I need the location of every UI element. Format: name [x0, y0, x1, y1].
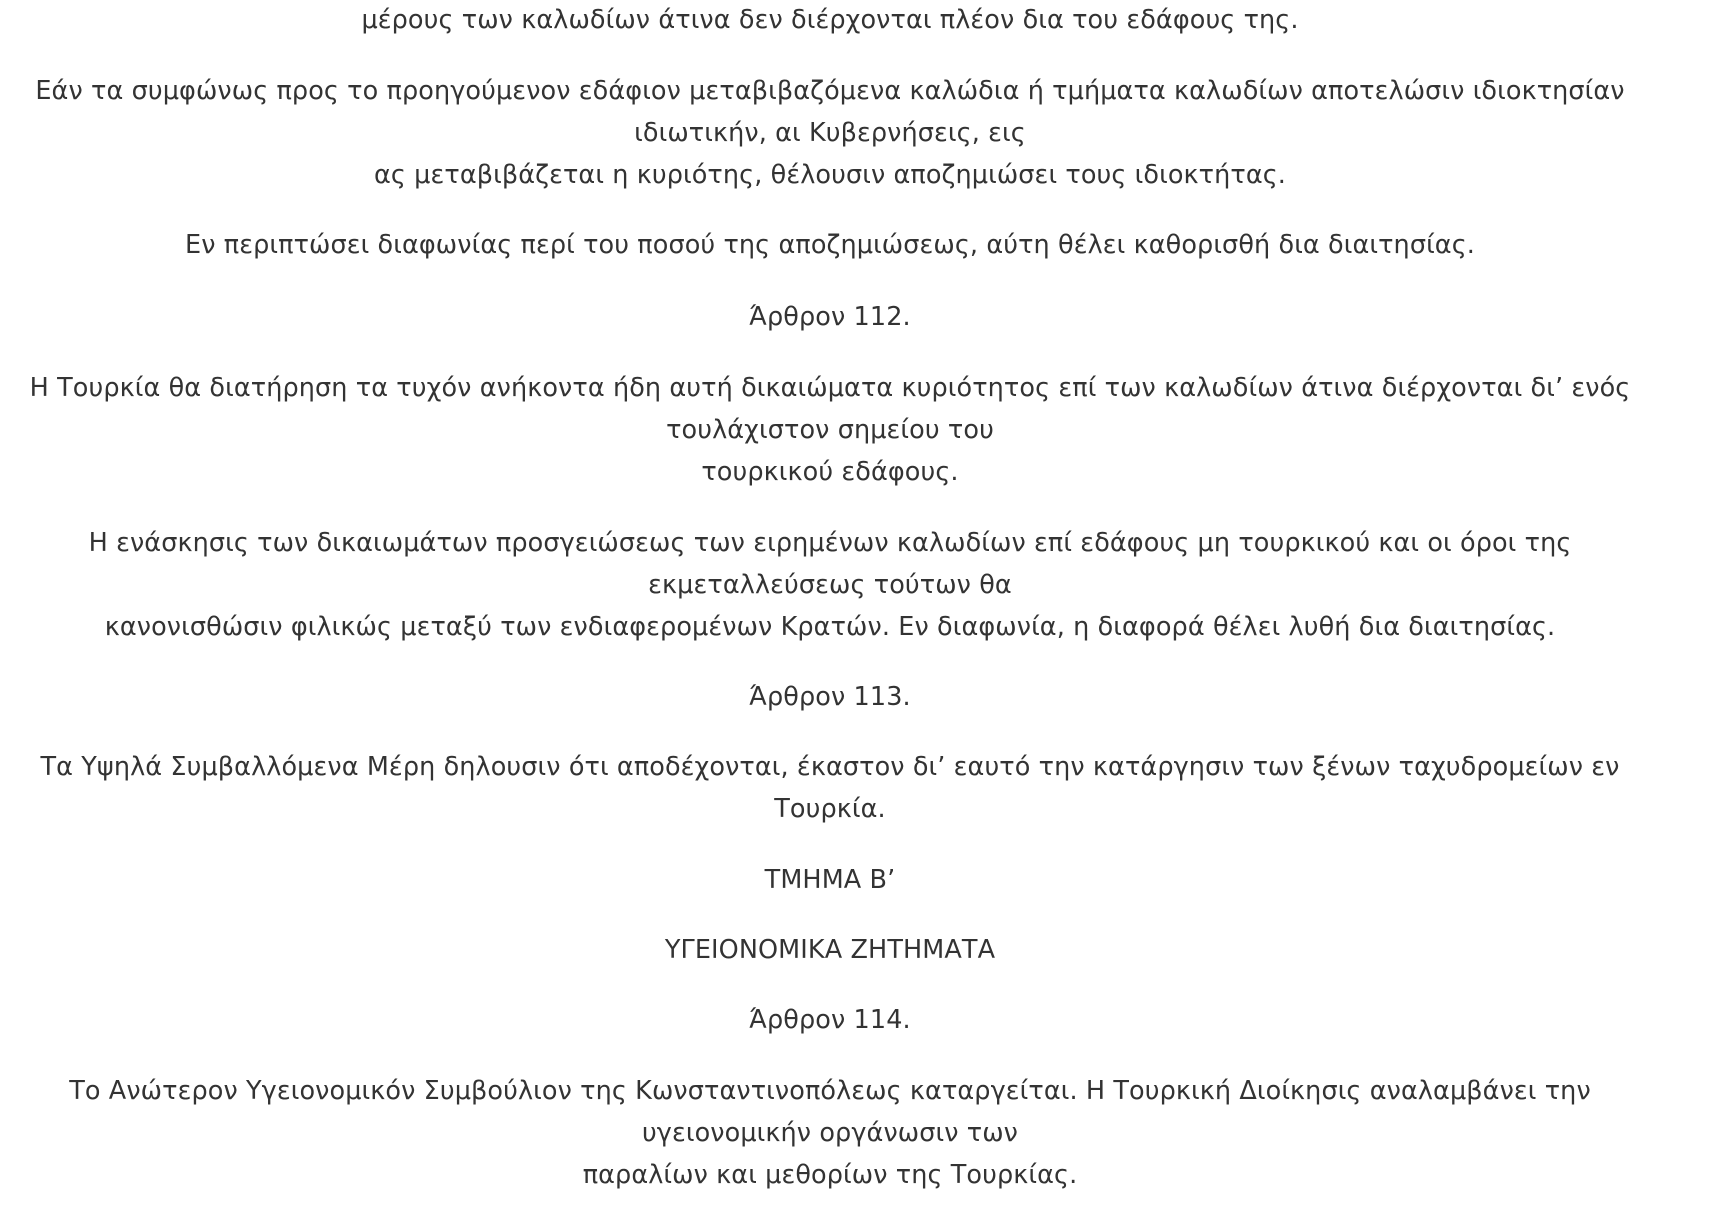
text-line: Άρθρον 113.	[749, 682, 911, 712]
section-subheading	[0, 929, 1660, 971]
text-line: Εάν τα συμφώνως προς το προηγούμενον εδάφιον μεταβιβαζόμενα καλώδια ή τμήματα καλωδίων αποτελώσιν ιδιοκτησίαν	[35, 76, 1625, 106]
text-line: Τα Υψηλά Συμβαλλόμενα Μέρη δηλουσιν ότι αποδέχονται, έκαστον δι’ εαυτό την κατάργησιν των ξένων ταχυδρομείων εν	[40, 752, 1620, 782]
text-line: ιδιωτικήν, αι Κυβερνήσεις, εις	[634, 118, 1026, 148]
paragraph-turkey-rights	[0, 367, 1660, 493]
text-line: Άρθρον 114.	[749, 1005, 911, 1035]
paragraph-cables-fragment	[0, 0, 1660, 41]
text-line: Τουρκία.	[774, 794, 886, 824]
text-line: Άρθρον 112.	[749, 302, 911, 332]
text-line: ας μεταβιβάζεται η κυριότης, θέλουσιν αποζημιώσει τους ιδιοκτήτας.	[373, 160, 1286, 190]
text-line: μέρους των καλωδίων άτινα δεν διέρχονται πλέον δια του εδάφους της.	[361, 5, 1299, 35]
text-line: ΥΓΕΙΟΝΟΜΙΚΑ ΖΗΤΗΜΑΤΑ	[664, 935, 996, 965]
paragraph-sanitary-council	[0, 1070, 1660, 1196]
text-line: Η ενάσκησις των δικαιωμάτων προσγειώσεως των ειρημένων καλωδίων επί εδάφους μη τουρκικού και οι όροι της	[88, 528, 1572, 558]
text-line: ΤΜΗΜΑ Β’	[764, 865, 896, 895]
text-line: Εν περιπτώσει διαφωνίας περί του ποσού της αποζημιώσεως, αύτη θέλει καθορισθή δια διαιτησίας.	[185, 230, 1475, 260]
paragraph-compensation-dispute	[0, 224, 1660, 266]
text-line: τουλάχιστον σημείου του	[666, 415, 994, 445]
text-line: εκμεταλλεύσεως τούτων θα	[648, 570, 1012, 600]
text-line: υγειονομικήν οργάνωσιν των	[641, 1118, 1019, 1148]
text-line: τουρκικού εδάφους.	[701, 457, 959, 487]
article-heading-114	[0, 999, 1660, 1041]
text-line: παραλίων και μεθορίων της Τουρκίας.	[582, 1160, 1078, 1190]
article-heading-113	[0, 676, 1660, 718]
paragraph-landing-rights	[0, 522, 1660, 648]
text-line: Το Ανώτερον Υγειονομικόν Συμβούλιον της Κωνσταντινοπόλεως καταργείται. Η Τουρκική Διοίκησις αναλαμβάνει την	[69, 1076, 1591, 1106]
text-line: κανονισθώσιν φιλικώς μεταξύ των ενδιαφερομένων Κρατών. Εν διαφωνία, η διαφορά θέλει λυθή δια διαιτησίας.	[104, 612, 1556, 642]
text-line: Η Τουρκία θα διατήρηση τα τυχόν ανήκοντα ήδη αυτή δικαιώματα κυριότητος επί των καλωδίων άτινα διέρχονται δι’ ενός	[29, 373, 1631, 403]
article-heading-112	[0, 296, 1660, 338]
paragraph-foreign-post-offices	[0, 746, 1660, 830]
section-heading	[0, 859, 1660, 901]
paragraph-private-ownership	[0, 70, 1660, 196]
